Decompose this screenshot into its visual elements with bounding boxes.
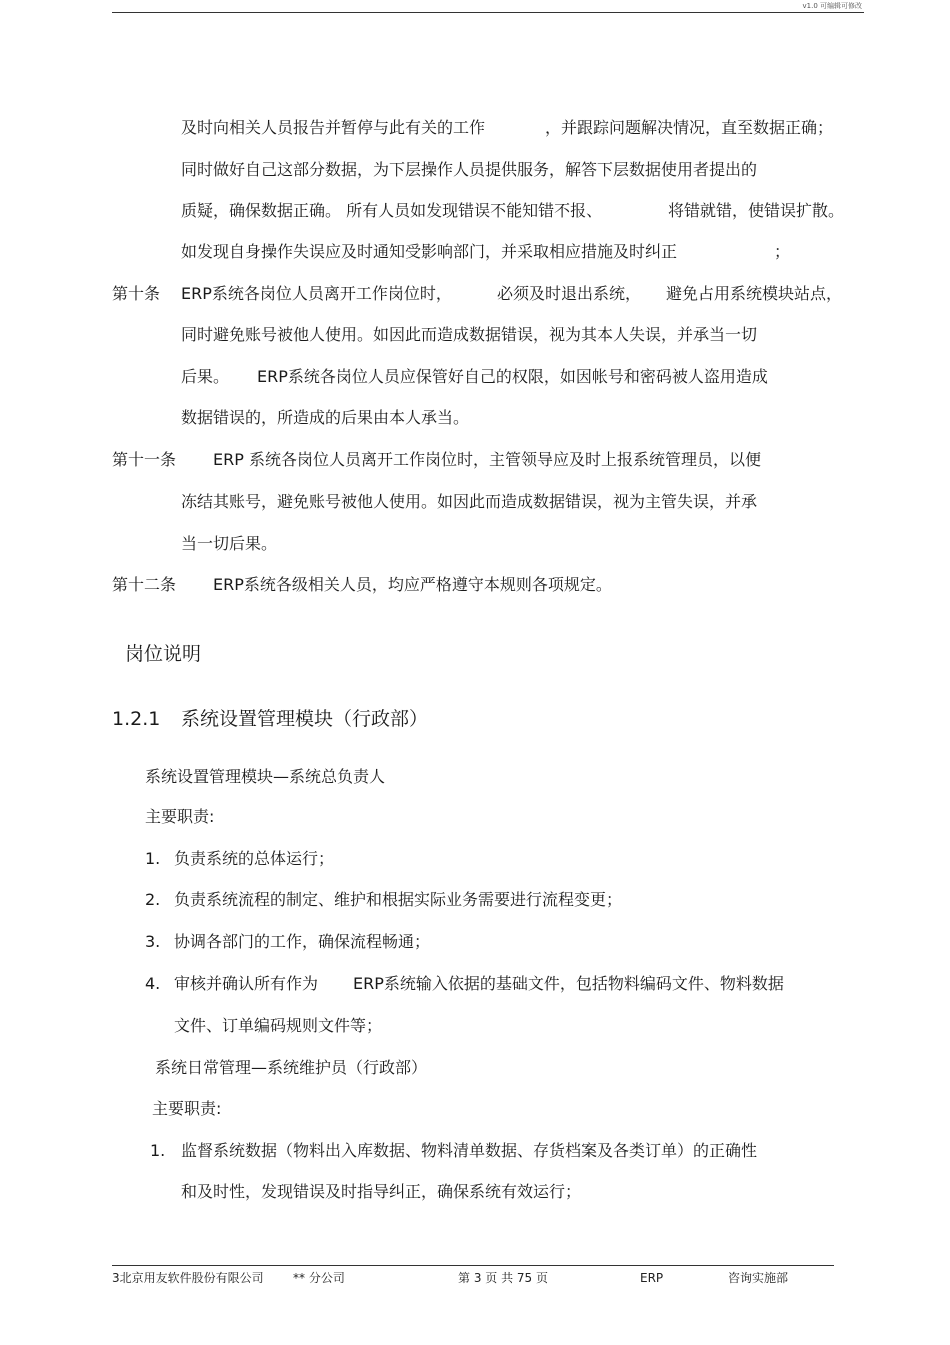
header-rule — [112, 12, 864, 13]
footer-erp: ERP — [640, 1271, 664, 1285]
article-label: 第十条 — [112, 284, 161, 303]
footer-branch: ** 分公司 — [293, 1271, 345, 1285]
article-label: 第十二条 — [112, 575, 177, 594]
body-line: ERP系统各岗位人员离开工作岗位时， — [181, 284, 452, 303]
body-line: 同时避免账号被他人使用。如因此而造成数据错误，视为其本人失误，并承当一切 — [181, 325, 758, 344]
body-line: 数据错误的，所造成的后果由本人承当。 — [181, 408, 470, 427]
article-label: 第十一条 — [112, 450, 177, 469]
footer-rule — [112, 1265, 834, 1266]
subsection-title: 系统设置管理模块（行政部） — [181, 708, 429, 730]
body-line: 质疑，确保数据正确。 所有人员如发现错误不能知错不报、 — [181, 201, 603, 220]
body-line: ERP 系统各岗位人员离开工作岗位时，主管领导应及时上报系统管理员，以便 — [213, 450, 761, 469]
list-item: ERP系统输入依据的基础文件，包括物料编码文件、物料数据 — [353, 974, 784, 993]
role-title: 系统日常管理—系统维护员（行政部） — [155, 1058, 428, 1077]
subsection-number: 1.2.1 — [112, 708, 161, 730]
body-line: 当一切后果。 — [181, 534, 278, 553]
body-line: ERP系统各级相关人员，均应严格遵守本规则各项规定。 — [213, 575, 612, 594]
footer-dept: 咨询实施部 — [728, 1271, 789, 1285]
list-item-continuation: 和及时性，发现错误及时指导纠正，确保系统有效运行； — [181, 1182, 582, 1201]
list-item: 负责系统的总体运行； — [174, 849, 335, 868]
list-item: 审核并确认所有作为 — [174, 974, 319, 993]
list-number: 1. — [150, 1141, 166, 1160]
list-number: 1. — [145, 849, 161, 868]
body-line: 必须及时退出系统， — [497, 284, 642, 303]
list-number: 3. — [145, 932, 161, 951]
footer-page-number: 第 3 页 共 75 页 — [458, 1271, 548, 1285]
duties-label: 主要职责: — [152, 1099, 222, 1118]
body-line: ； — [774, 242, 791, 261]
body-line: ，并跟踪问题解决情况，直至数据正确； — [545, 118, 834, 137]
body-line: ERP系统各岗位人员应保管好自己的权限，如因帐号和密码被人盗用造成 — [257, 367, 768, 386]
section-title: 岗位说明 — [125, 643, 202, 665]
role-title: 系统设置管理模块—系统总负责人 — [145, 767, 386, 786]
list-number: 2. — [145, 890, 161, 909]
list-item: 监督系统数据（物料出入库数据、物料清单数据、存货档案及各类订单）的正确性 — [181, 1141, 758, 1160]
body-line: 避免占用系统模块站点， — [666, 284, 843, 303]
footer-company: 3北京用友软件股份有限公司 — [112, 1271, 264, 1285]
body-line: 同时做好自己这部分数据，为下层操作人员提供服务，解答下层数据使用者提出的 — [181, 160, 758, 179]
duties-label: 主要职责: — [145, 807, 215, 826]
list-item: 负责系统流程的制定、维护和根据实际业务需要进行流程变更； — [174, 890, 623, 909]
body-line: 及时向相关人员报告并暂停与此有关的工作 — [181, 118, 486, 137]
body-line: 如发现自身操作失误应及时通知受影响部门，并采取相应措施及时纠正 — [181, 242, 678, 261]
body-line: 将错就错，使错误扩散。 — [668, 201, 845, 220]
list-item: 协调各部门的工作，确保流程畅通； — [174, 932, 431, 951]
list-item-continuation: 文件、订单编码规则文件等； — [174, 1016, 383, 1035]
list-number: 4. — [145, 974, 161, 993]
version-note: v1.0 可编辑可修改 — [802, 2, 862, 10]
body-line: 后果。 — [181, 367, 230, 386]
body-line: 冻结其账号，避免账号被他人使用。如因此而造成数据错误，视为主管失误，并承 — [181, 492, 758, 511]
